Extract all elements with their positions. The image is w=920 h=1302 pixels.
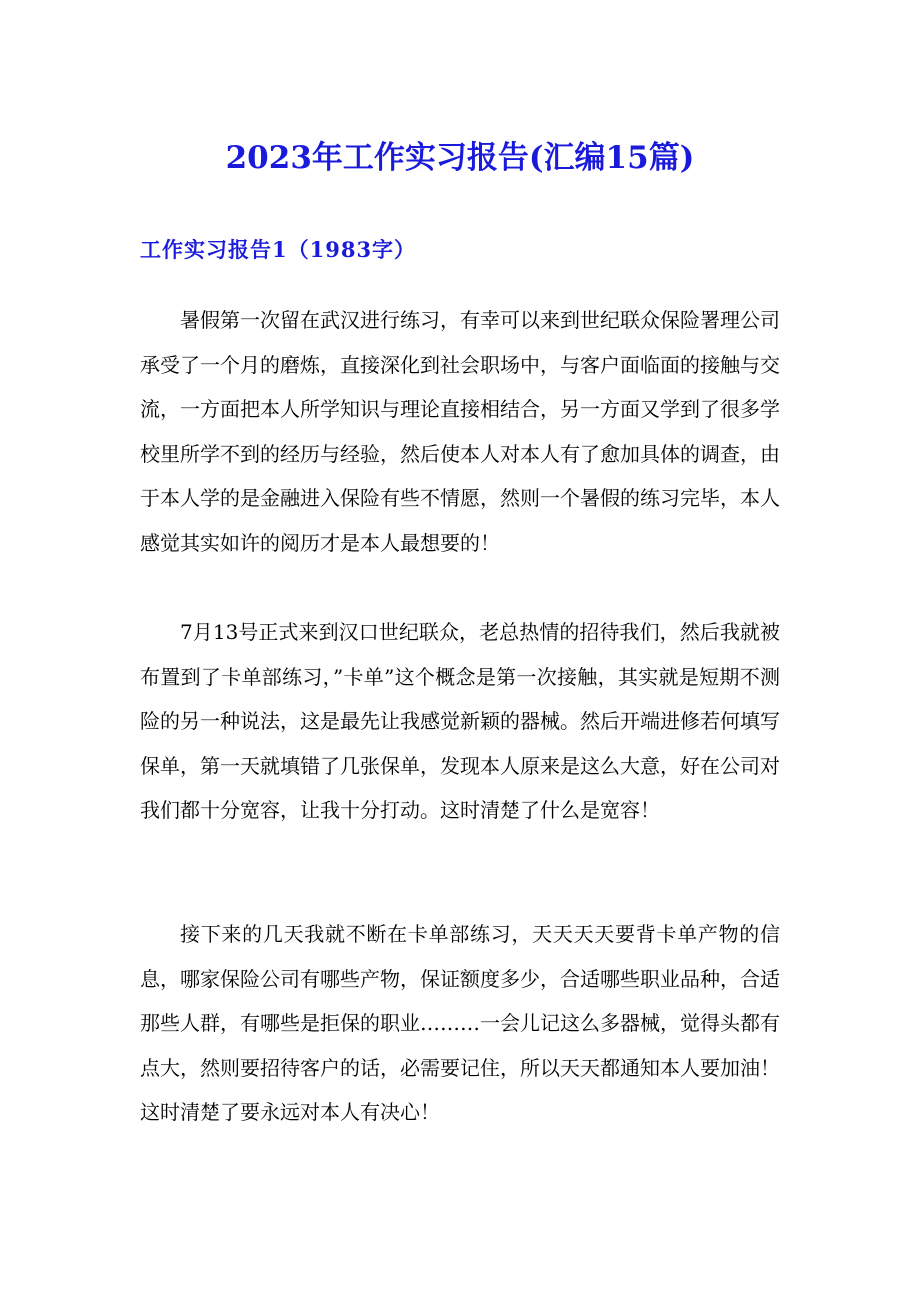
section-heading: 工作实习报告1（1983字） <box>140 237 417 262</box>
paragraph-1: 暑假第一次留在武汉进行练习，有幸可以来到世纪联众保险署理公司承受了一个月的磨炼，直接深化到社会职场中，与客户面临面的接触与交流，一方面把本人所学知识与理论直接相结合，另一方面又学到了很多学校里所学不到的经历与经验，然后使本人对本人有了愈加具体的调查，由于本人学的是金融进入保险有些不情愿，然则一个暑假的练习完毕，本人感觉其实如许的阅历才是本人最想要的！ <box>140 308 780 555</box>
paragraph-2: 7月13号正式来到汉口世纪联众，老总热情的招待我们，然后我就被布置到了卡单部练习，”卡单”这个概念是第一次接触，其实就是短期不测险的另一种说法，这是最先让我感觉新颖的器械。然后开端进修若何填写保单，第一天就填错了几张保单，发现本人原来是这么大意，好在公司对我们都十分宽容，让我十分打动。这时清楚了什么是宽容！ <box>140 620 780 822</box>
document-title: 2023年工作实习报告(汇编15篇) <box>225 140 695 176</box>
paragraph-3: 接下来的几天我就不断在卡单部练习，天天天天要背卡单产物的信息，哪家保险公司有哪些产物，保证额度多少，合适哪些职业品种，合适那些人群，有哪些是拒保的职业………一会儿记这么多器械，觉得头都有点大，然则要招待客户的话，必需要记住，所以天天都通知本人要加油！这时清楚了要永远对本人有决心！ <box>140 922 780 1124</box>
